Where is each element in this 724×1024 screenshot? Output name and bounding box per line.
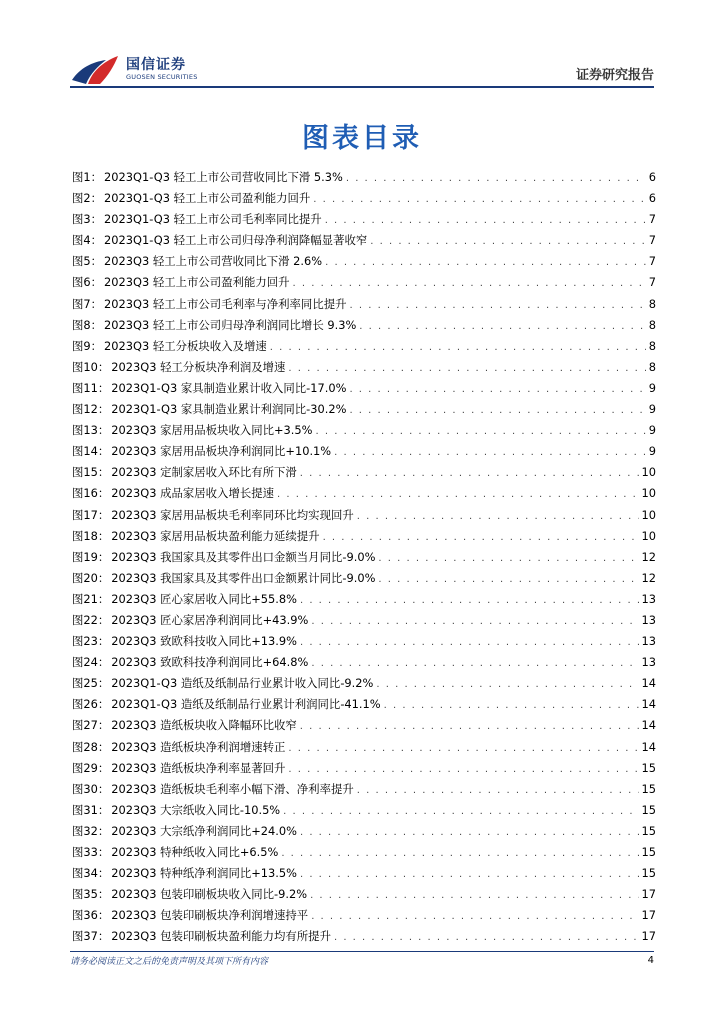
toc-entry-title: 2023Q3 包装印刷板块盈利能力均有所提升 [111,929,331,944]
toc-entry[interactable] [72,336,656,357]
toc-dot-leader [300,822,639,843]
toc-entry[interactable] [72,842,656,863]
toc-entry-number: 图15： [72,465,110,480]
toc-entry-page: 9 [648,423,656,438]
toc-entry[interactable] [72,188,656,209]
toc-entry[interactable] [72,167,656,188]
toc-entry-number: 图31： [72,802,110,817]
toc-entry-title: 2023Q1-Q3 家具制造业累计利润同比-30.2% [111,402,347,417]
toc-entry-title: 2023Q3 大宗纸收入同比-10.5% [111,802,281,817]
toc-dot-leader [349,400,645,421]
toc-entry-page: 7 [648,254,656,269]
toc-dot-leader [270,337,646,358]
page-header [0,0,724,90]
toc-entry-page: 10 [641,465,656,480]
toc-entry-number: 图34： [72,866,110,881]
toc-dot-leader [300,864,639,885]
toc-entry-number: 图35： [72,887,110,902]
toc-entry-page: 15 [641,760,656,775]
brand-name-en: GUOSEN SECURITIES [126,73,198,81]
toc-entry-number: 图22： [72,612,110,627]
toc-entry-page: 14 [641,676,656,691]
toc-dot-leader [311,653,638,674]
toc-entry[interactable] [72,399,656,420]
toc-entry-title: 2023Q3 造纸板块净利润增速转正 [111,739,286,754]
toc-entry-title: 2023Q3 家居用品板块净利润同比+10.1% [111,444,332,459]
toc-entry-number: 图32： [72,823,110,838]
toc-entry-number: 图23： [72,634,110,649]
toc-entry-number: 图10： [72,359,110,374]
toc-entry-number: 图18： [72,528,110,543]
toc-entry[interactable] [72,800,656,821]
toc-dot-leader [277,484,638,505]
toc-dot-leader [334,927,639,948]
toc-entry-page: 10 [641,528,656,543]
toc-entry-title: 2023Q3 包装印刷板块收入同比-9.2% [111,887,308,902]
toc-entry-page: 7 [648,212,656,227]
toc-entry-title: 2023Q3 造纸板块收入降幅环比收窄 [111,718,297,733]
toc-entry-title: 2023Q3 家居用品板块盈利能力延续提升 [111,528,320,543]
toc-entry-number: 图26： [72,697,110,712]
toc-entry-number: 图6： [72,275,103,290]
toc-entry[interactable] [72,420,656,441]
toc-entry-number: 图16： [72,486,110,501]
toc-entry[interactable] [72,631,656,652]
toc-title: 图表目录 [302,123,422,154]
toc-entry-page: 8 [648,317,656,332]
toc-entry-title: 2023Q3 造纸板块净利率显著回升 [111,760,286,775]
toc-dot-leader [300,463,639,484]
toc-entry-title: 2023Q3 致欧科技净利润同比+64.8% [111,655,309,670]
toc-entry-number: 图4： [72,233,103,248]
toc-entry-number: 图14： [72,444,110,459]
toc-entry-number: 图11： [72,380,110,395]
toc-entry-page: 13 [641,591,656,606]
toc-dot-leader [300,632,639,653]
toc-entry[interactable] [72,378,656,399]
toc-entry[interactable] [72,209,656,230]
toc-entry-number: 图12： [72,402,110,417]
toc-entry-number: 图28： [72,739,110,754]
toc-entry-number: 图30： [72,781,110,796]
toc-entry[interactable] [72,737,656,758]
toc-dot-leader [313,189,645,210]
toc-entry[interactable] [72,610,656,631]
toc-entry-title: 2023Q1-Q3 造纸及纸制品行业累计利润同比-41.1% [111,697,381,712]
toc-entry-title: 2023Q1-Q3 家具制造业累计收入同比-17.0% [111,380,347,395]
toc-entry-title: 2023Q3 我国家具及其零件出口金额当月同比-9.0% [111,549,376,564]
toc-entry-number: 图27： [72,718,110,733]
toc-entry-page: 13 [641,655,656,670]
toc-entry-page: 15 [641,802,656,817]
toc-entry[interactable] [72,821,656,842]
toc-entry-page: 9 [648,444,656,459]
toc-entry-page: 7 [648,233,656,248]
toc-entry[interactable] [72,357,656,378]
toc-dot-leader [325,210,646,231]
toc-entry-title: 2023Q1-Q3 轻工上市公司归母净利润降幅显著收窄 [104,233,368,248]
toc-entry-page: 14 [641,718,656,733]
toc-dot-leader [288,738,638,759]
toc-dot-leader [357,780,639,801]
toc-dot-leader [311,906,638,927]
toc-dot-leader [334,442,646,463]
guosen-logo-icon [70,52,122,86]
toc-entry-title: 2023Q3 我国家具及其零件出口金额累计同比-9.0% [111,570,376,585]
toc-entry-title: 2023Q3 轻工分板块收入及增速 [104,338,267,353]
toc-entry[interactable] [72,483,656,504]
toc-dot-leader [384,695,639,716]
toc-entry-page: 15 [641,781,656,796]
toc-entry[interactable] [72,568,656,589]
toc-entry-title: 2023Q1-Q3 轻工上市公司毛利率同比提升 [104,212,322,227]
toc-entry-page: 12 [641,549,656,564]
toc-dot-leader [316,421,646,442]
toc-entry-page: 13 [641,634,656,649]
toc-dot-leader [346,168,646,189]
toc-entry[interactable] [72,505,656,526]
toc-entry-title: 2023Q3 匠心家居净利润同比+43.9% [111,612,309,627]
toc-entry-title: 2023Q3 大宗纸净利润同比+24.0% [111,823,297,838]
toc-entry[interactable] [72,652,656,673]
toc-entry-title: 2023Q3 家居用品板块收入同比+3.5% [111,423,313,438]
toc-entry-title: 2023Q3 轻工上市公司盈利能力回升 [104,275,290,290]
toc-entry[interactable] [72,272,656,293]
toc-entry-title: 2023Q1-Q3 轻工上市公司盈利能力回升 [104,191,311,206]
toc-entry-page: 17 [641,908,656,923]
toc-entry-page: 8 [648,338,656,353]
toc-entry-number: 图2： [72,191,103,206]
toc-entry-title: 2023Q3 匠心家居收入同比+55.8% [111,591,297,606]
toc-entry-title: 2023Q3 造纸板块毛利率小幅下滑、净利率提升 [111,781,354,796]
toc-entry[interactable] [72,251,656,272]
toc-dot-leader [281,843,638,864]
toc-dot-leader [376,674,638,695]
toc-entry-number: 图13： [72,423,110,438]
toc-entry-page: 6 [648,170,656,184]
toc-entry-page: 15 [641,823,656,838]
toc-entry[interactable] [72,230,656,251]
toc-entry-title: 2023Q3 致欧科技收入同比+13.9% [111,634,297,649]
toc-entry-page: 9 [648,402,656,417]
toc-entry-page: 8 [648,359,656,374]
toc-entry-title: 2023Q3 轻工上市公司毛利率与净利率同比提升 [104,296,347,311]
toc-entry-page: 15 [641,845,656,859]
toc-entry-number: 图20： [72,570,110,585]
toc-dot-leader [288,759,638,780]
disclaimer-text: 请务必阅读正文之后的免责声明及其项下所有内容 [70,957,269,967]
toc-dot-leader [378,548,638,569]
toc-entry-number: 图19： [72,549,110,564]
toc-entry[interactable] [72,926,656,947]
toc-entry-title: 2023Q3 轻工上市公司归母净利润同比增长 9.3% [104,317,357,332]
header-divider [70,86,654,88]
toc-entry[interactable] [72,462,656,483]
toc-dot-leader [378,569,638,590]
toc-dot-leader [300,716,639,737]
report-type-label: 证券研究报告 [575,68,654,83]
toc-entry[interactable] [72,715,656,736]
figure-table-of-contents [72,167,656,947]
toc-entry-page: 10 [641,486,656,501]
toc-entry-page: 14 [641,697,656,712]
toc-entry-page: 17 [641,887,656,902]
toc-entry[interactable] [72,884,656,905]
toc-dot-leader [288,358,645,379]
toc-entry-page: 15 [641,866,656,881]
toc-dot-leader [323,527,639,548]
toc-entry[interactable] [72,589,656,610]
toc-entry-title: 2023Q3 轻工上市公司营收同比下滑 2.6% [104,254,323,269]
toc-entry-number: 图36： [72,908,110,923]
toc-entry-number: 图3： [72,212,103,227]
toc-entry[interactable] [72,863,656,884]
toc-entry[interactable] [72,694,656,715]
toc-entry-number: 图24： [72,655,110,670]
toc-dot-leader [350,295,646,316]
toc-dot-leader [310,885,638,906]
toc-entry-page: 10 [641,507,656,522]
toc-entry-title: 2023Q3 特种纸收入同比+6.5% [111,845,279,859]
toc-entry-title: 2023Q3 家居用品板块毛利率同环比均实现回升 [111,507,354,522]
toc-entry[interactable] [72,673,656,694]
footer-divider [70,951,654,952]
toc-entry-number: 图25： [72,676,110,691]
toc-entry-title: 2023Q3 成品家居收入增长提速 [111,486,275,501]
toc-entry-number: 图33： [72,845,110,859]
toc-entry-number: 图17： [72,507,110,522]
toc-entry-page: 12 [641,570,656,585]
toc-dot-leader [359,316,645,337]
toc-dot-leader [357,506,639,527]
toc-dot-leader [325,252,646,273]
toc-entry-page: 6 [648,191,656,206]
toc-dot-leader [311,611,638,632]
page-number: 4 [647,955,654,966]
toc-entry[interactable] [72,905,656,926]
toc-entry-number: 图21： [72,591,110,606]
toc-entry[interactable] [72,758,656,779]
toc-entry-page: 17 [641,929,656,944]
toc-entry[interactable] [72,294,656,315]
toc-entry-number: 图7： [72,296,103,311]
toc-entry-page: 8 [648,296,656,311]
toc-dot-leader [300,590,639,611]
toc-entry[interactable] [72,547,656,568]
toc-entry-title: 2023Q1-Q3 造纸及纸制品行业累计收入同比-9.2% [111,676,374,691]
toc-entry-number: 图1： [72,170,103,184]
toc-entry-title: 2023Q1-Q3 轻工上市公司营收同比下滑 5.3% [104,170,343,184]
toc-entry-page: 14 [641,739,656,754]
toc-dot-leader [283,801,638,822]
toc-entry[interactable] [72,441,656,462]
toc-entry-number: 图9： [72,338,103,353]
toc-entry[interactable] [72,526,656,547]
toc-entry[interactable] [72,315,656,336]
toc-entry-title: 2023Q3 特种纸净利润同比+13.5% [111,866,297,881]
toc-dot-leader [293,273,646,294]
toc-dot-leader [349,379,645,400]
toc-entry-title: 2023Q3 定制家居收入环比有所下滑 [111,465,297,480]
toc-entry[interactable] [72,779,656,800]
toc-entry-number: 图29： [72,760,110,775]
toc-entry-title: 2023Q3 包装印刷板块净利润增速持平 [111,908,309,923]
toc-entry-page: 9 [648,380,656,395]
toc-dot-leader [370,231,646,252]
toc-entry-number: 图37： [72,929,110,944]
toc-entry-number: 图8： [72,317,103,332]
toc-entry-page: 13 [641,612,656,627]
toc-entry-page: 7 [648,275,656,290]
toc-entry-number: 图5： [72,254,103,269]
brand-logo [70,52,220,88]
toc-entry-title: 2023Q3 轻工分板块净利润及增速 [111,359,286,374]
brand-name-cn: 国信证券 [126,57,186,73]
